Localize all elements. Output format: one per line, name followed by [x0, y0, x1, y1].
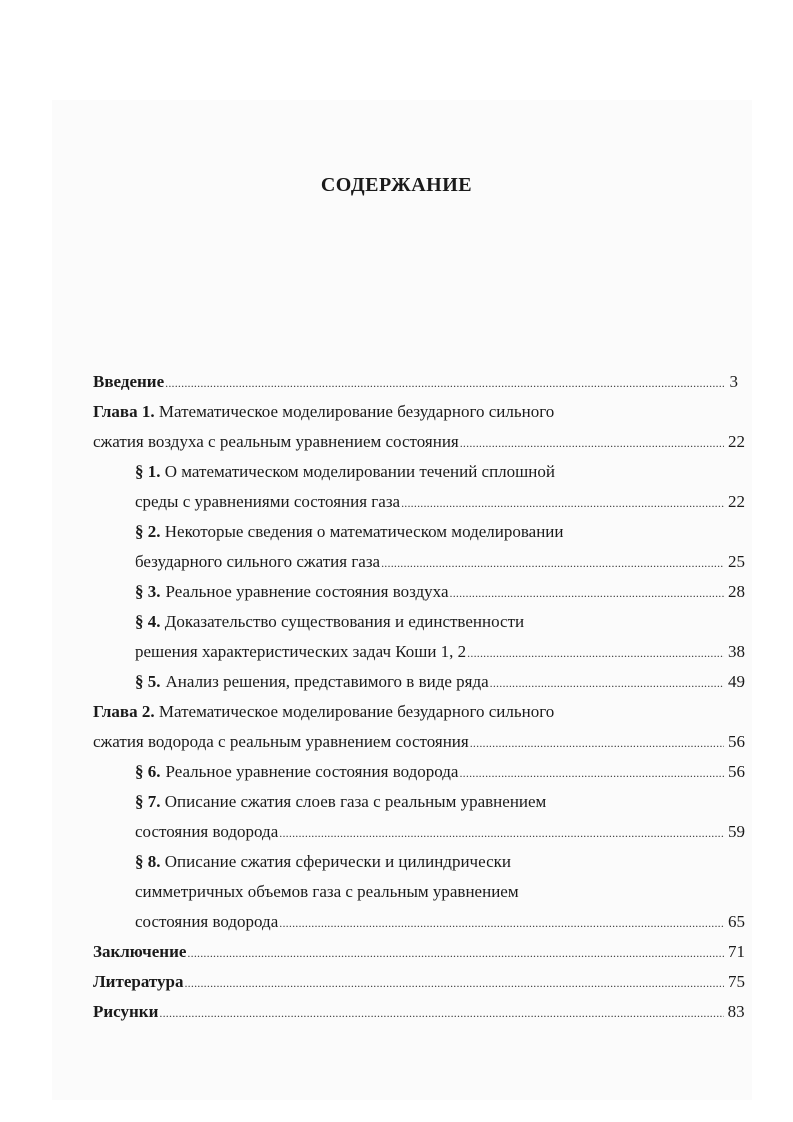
toc-intro-label: Введение	[93, 372, 165, 391]
toc-entry-section-1[interactable]	[135, 461, 555, 483]
leader-dots	[279, 912, 724, 934]
toc-ch2-label: Глава 2.	[93, 702, 155, 721]
toc-entry-section-5[interactable]	[135, 671, 745, 694]
toc-s2-page: 25	[728, 552, 745, 571]
toc-s8-line2: симметричных объемов газа с реальным уравнением	[135, 882, 519, 901]
toc-ch2-title-line2: сжатия водорода с реальным уравнением состояния	[93, 732, 469, 751]
leader-dots	[450, 582, 725, 604]
toc-s8-line1: Описание сжатия сферически и цилиндрически	[164, 852, 511, 871]
leader-dots	[279, 822, 724, 844]
toc-ch2-page: 56	[728, 732, 745, 751]
toc-s4-page: 38	[728, 642, 745, 661]
toc-s6-label: § 6.	[135, 762, 161, 781]
toc-entry-chapter-2-cont[interactable]	[93, 731, 745, 754]
toc-entry-section-2[interactable]	[135, 521, 564, 543]
toc-entry-chapter-1[interactable]	[93, 401, 554, 423]
toc-s4-label: § 4.	[135, 612, 161, 631]
toc-s7-page: 59	[728, 822, 745, 841]
toc-s4-line2: решения характеристических задач Коши 1, 2	[135, 642, 467, 661]
toc-entry-section-8-line2[interactable]	[135, 881, 519, 903]
toc-entry-section-8[interactable]	[135, 851, 511, 873]
toc-s8-label: § 8.	[135, 852, 161, 871]
toc-entry-intro[interactable]	[93, 371, 738, 394]
toc-ch1-page: 22	[728, 432, 745, 451]
toc-s4-line1: Доказательство существования и единственности	[164, 612, 525, 631]
leader-dots	[381, 552, 724, 574]
toc-entry-figures[interactable]	[93, 1001, 745, 1024]
toc-s7-label: § 7.	[135, 792, 161, 811]
toc-s1-line2: среды с уравнениями состояния газа	[135, 492, 401, 511]
toc-entry-conclusion[interactable]	[93, 941, 745, 964]
toc-entry-section-4-cont[interactable]	[135, 641, 745, 664]
toc-intro-page: 3	[729, 372, 738, 391]
toc-s8-page: 65	[728, 912, 745, 931]
toc-s2-label: § 2.	[135, 522, 161, 541]
toc-s5-page: 49	[728, 672, 745, 691]
leader-dots	[165, 372, 724, 394]
leader-dots	[159, 1002, 723, 1024]
toc-ch1-label: Глава 1.	[93, 402, 155, 421]
toc-conclusion-label: Заключение	[93, 942, 187, 961]
toc-literature-label: Литература	[93, 972, 184, 991]
toc-s1-label: § 1.	[135, 462, 161, 481]
toc-ch1-title-line2: сжатия воздуха с реальным уравнением состояния	[93, 432, 459, 451]
toc-entry-section-6[interactable]	[135, 761, 745, 784]
toc-conclusion-page: 71	[728, 942, 745, 961]
toc-entry-section-7-cont[interactable]	[135, 821, 745, 844]
toc-s3-page: 28	[728, 582, 745, 601]
toc-entry-section-8-cont[interactable]	[135, 911, 745, 934]
toc-entry-section-2-cont[interactable]	[135, 551, 745, 574]
toc-s3-label: § 3.	[135, 582, 161, 601]
toc-figures-label: Рисунки	[93, 1002, 159, 1021]
toc-s8-line3: состояния водорода	[135, 912, 279, 931]
toc-entry-section-3[interactable]	[135, 581, 745, 604]
toc-s5-label: § 5.	[135, 672, 161, 691]
toc-literature-page: 75	[728, 972, 745, 991]
toc-s2-line2: безударного сильного сжатия газа	[135, 552, 381, 571]
toc-ch1-title-line1: Математическое моделирование безударного сильного	[158, 402, 555, 421]
toc-s3-line1: Реальное уравнение состояния воздуха	[165, 582, 449, 601]
leader-dots	[187, 942, 724, 964]
toc-entry-literature[interactable]	[93, 971, 745, 994]
leader-dots	[184, 972, 724, 994]
toc-s6-page: 56	[728, 762, 745, 781]
toc-ch2-title-line1: Математическое моделирование безударного сильного	[158, 702, 555, 721]
leader-dots	[470, 732, 724, 754]
leader-dots	[467, 642, 724, 664]
toc-s7-line2: состояния водорода	[135, 822, 279, 841]
toc-entry-section-4[interactable]	[135, 611, 524, 633]
leader-dots	[460, 432, 724, 454]
toc-s7-line1: Описание сжатия слоев газа с реальным уравнением	[164, 792, 547, 811]
toc-entry-section-7[interactable]	[135, 791, 546, 813]
toc-entry-chapter-2[interactable]	[93, 701, 554, 723]
toc-s5-line1: Анализ решения, представимого в виде ряда	[165, 672, 489, 691]
page-title: СОДЕРЖАНИЕ	[320, 174, 473, 196]
toc-s1-page: 22	[728, 492, 745, 511]
toc-s2-line1: Некоторые сведения о математическом моделировании	[164, 522, 564, 541]
toc-figures-page: 83	[727, 1002, 745, 1021]
toc-s6-line1: Реальное уравнение состояния водорода	[165, 762, 459, 781]
leader-dots	[490, 672, 724, 694]
leader-dots	[459, 762, 724, 784]
leader-dots	[401, 492, 724, 514]
toc-s1-line1: О математическом моделировании течений сплошной	[164, 462, 555, 481]
toc-entry-chapter-1-cont[interactable]	[93, 431, 745, 454]
toc-entry-section-1-cont[interactable]	[135, 491, 745, 514]
